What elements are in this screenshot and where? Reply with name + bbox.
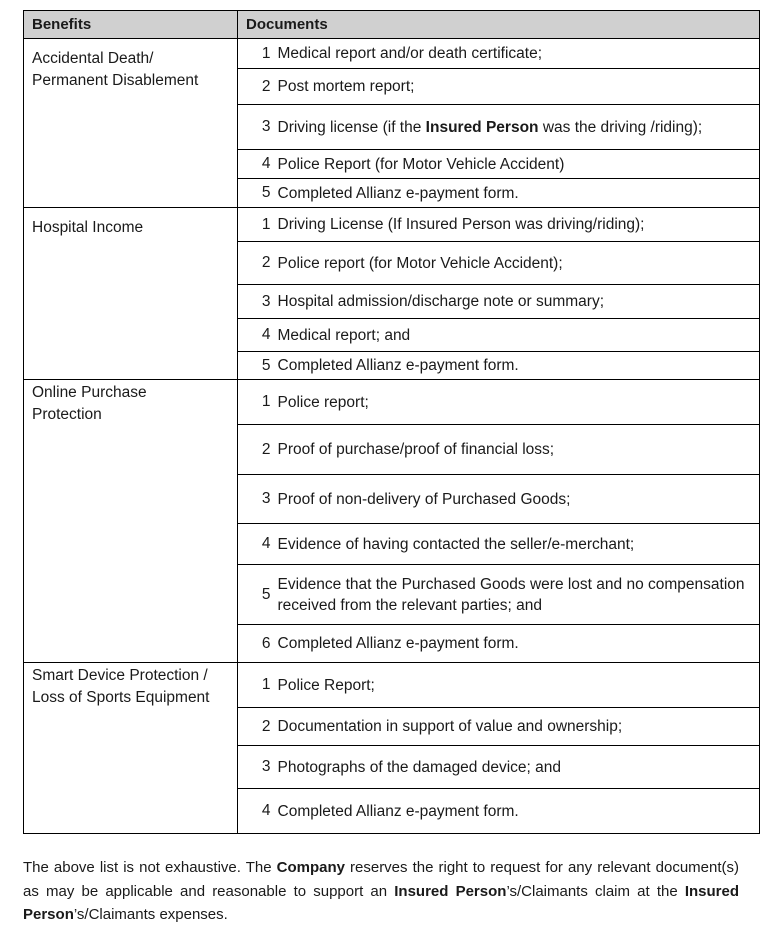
benefit-line: Loss of Sports Equipment <box>32 689 210 706</box>
document-item: Completed Allianz e-payment form. <box>278 179 760 208</box>
table-row <box>24 663 760 708</box>
item-number: 4 <box>238 789 278 834</box>
benefit-line: Protection <box>32 406 102 423</box>
item-number: 3 <box>238 746 278 789</box>
item-number: 4 <box>238 524 278 565</box>
document-item: Proof of non-delivery of Purchased Goods; <box>278 475 760 524</box>
emphasis-insured-person: Insured Person <box>23 882 740 923</box>
header-documents: Documents <box>238 11 760 39</box>
item-number: 2 <box>238 425 278 475</box>
document-item: Evidence of having contacted the seller/e-merchant; <box>278 524 760 565</box>
table-row <box>24 380 760 425</box>
emphasis-company: Company <box>276 859 345 876</box>
item-number: 3 <box>238 105 278 150</box>
document-item: Medical report; and <box>278 319 760 352</box>
benefit-cell <box>24 663 238 834</box>
item-number: 3 <box>238 285 278 319</box>
document-item: Completed Allianz e-payment form. <box>278 625 760 663</box>
item-number: 5 <box>238 565 278 625</box>
header-benefits: Benefits <box>24 11 238 39</box>
item-number: 1 <box>238 39 278 69</box>
document-item: Driving License (If Insured Person was driving/riding); <box>278 208 760 242</box>
document-item: Police Report; <box>278 663 760 708</box>
benefit-line: Accidental Death/ <box>32 50 154 67</box>
document-item: Police report (for Motor Vehicle Accident); <box>278 242 760 285</box>
benefit-line: Permanent Disablement <box>32 72 199 89</box>
item-number: 3 <box>238 475 278 524</box>
item-number: 1 <box>238 380 278 425</box>
document-item: Hospital admission/discharge note or summary; <box>278 285 760 319</box>
item-number: 1 <box>238 208 278 242</box>
claims-documents-table <box>23 10 760 834</box>
document-item: Completed Allianz e-payment form. <box>278 789 760 834</box>
document-item: Police Report (for Motor Vehicle Accident) <box>278 150 760 179</box>
table-row <box>24 208 760 242</box>
document-item: Completed Allianz e-payment form. <box>278 352 760 380</box>
item-number: 6 <box>238 625 278 663</box>
table-row <box>24 39 760 69</box>
benefit-group <box>24 39 760 208</box>
item-number: 2 <box>238 242 278 285</box>
item-number: 5 <box>238 352 278 380</box>
item-number: 4 <box>238 150 278 179</box>
disclaimer-note: The above list is not exhaustive. The Company reserves the right to request for any relevant document(s) as may be applicable and reasonable to support an Insured Person’s/Claimants claim at the Insured Person’s/Claimants expenses. <box>23 859 740 923</box>
benefit-cell <box>24 208 238 380</box>
document-item: Documentation in support of value and ownership; <box>278 708 760 746</box>
benefit-cell <box>24 380 238 663</box>
emphasis-insured-person: Insured Person <box>425 118 539 136</box>
benefit-line: Online Purchase <box>32 384 147 401</box>
item-number: 2 <box>238 708 278 746</box>
benefit-cell <box>24 39 238 208</box>
document-item: Post mortem report; <box>278 69 760 105</box>
item-number: 4 <box>238 319 278 352</box>
document-item: Proof of purchase/proof of financial loss; <box>278 425 760 475</box>
emphasis-insured-person: Insured Person <box>394 882 507 900</box>
item-number: 5 <box>238 179 278 208</box>
document-item: Evidence that the Purchased Goods were lost and no compensation received from the relevant parties; and <box>278 565 760 625</box>
benefit-line: Smart Device Protection / <box>32 667 208 684</box>
document-item: Police report; <box>278 380 760 425</box>
benefit-line: Hospital Income <box>32 219 144 236</box>
document-item: Photographs of the damaged device; and <box>278 746 760 789</box>
document-item: Driving license (if the Insured Person was the driving /riding); <box>278 105 760 150</box>
benefit-group <box>24 663 760 834</box>
document-item: Medical report and/or death certificate; <box>278 39 760 69</box>
item-number: 2 <box>238 69 278 105</box>
item-number: 1 <box>238 663 278 708</box>
benefit-group <box>24 208 760 380</box>
benefit-group <box>24 380 760 663</box>
